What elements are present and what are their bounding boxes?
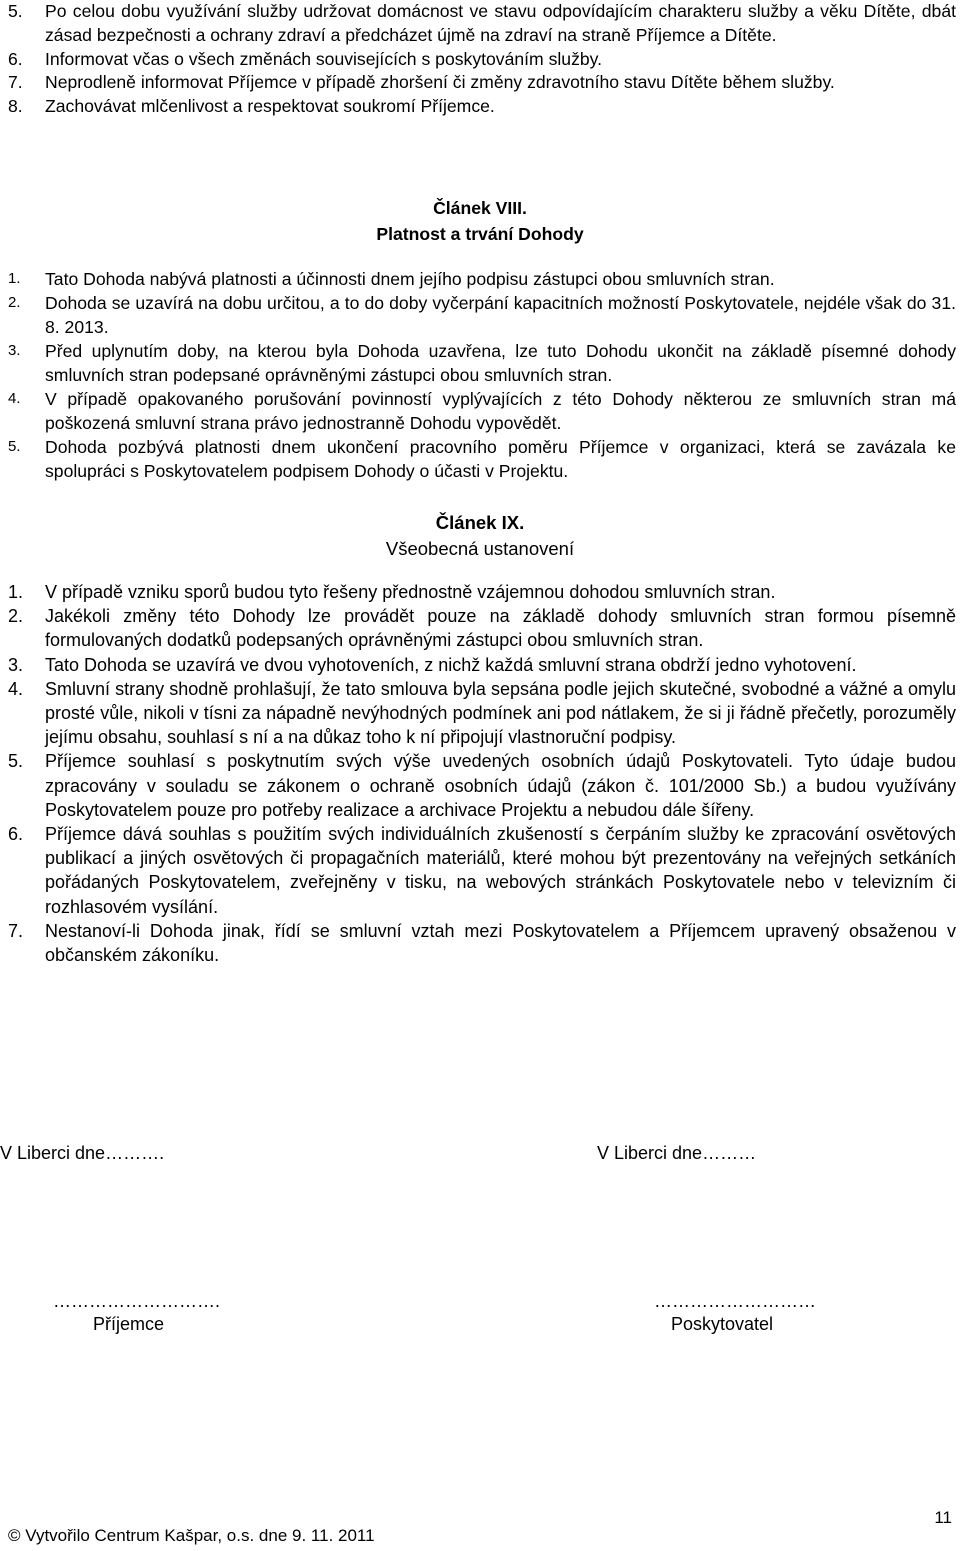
item-number: 1. xyxy=(8,582,24,602)
left-place-date: V Liberci dne………. xyxy=(0,1143,165,1163)
right-place-date: V Liberci dne……… xyxy=(597,1143,757,1163)
item-number: 4. xyxy=(8,678,24,699)
item-text: Příjemce dává souhlas s použitím svých individuálních zkušeností s čerpáním služby ke zpracování osvětových publikací a jiných osvětových či propagačních materiálů, které mohou být prezentovány na veřejných setkáních pořádaných Poskytovatelem, zveřejněny v tisku, na webových stránkách Poskytovatele nebo v televizním či rozhlasovém vysílání. xyxy=(45,824,956,917)
item-number: 3. xyxy=(8,342,21,359)
item-text: Informovat včas o všech změnách souvisejících s poskytováním služby. xyxy=(45,48,603,69)
item-text: Jakékoli změny této Dohody lze provádět pouze na základě dohody smluvních stran formou písemně formulovaných dodatků podepsaných oprávněnými zástupci obou smluvních stran. xyxy=(45,606,956,651)
list-item xyxy=(8,71,956,95)
left-signatory-role: Příjemce xyxy=(93,1314,165,1334)
list-item xyxy=(8,580,956,604)
list-item xyxy=(8,339,956,387)
item-text: Nestanoví-li Dohoda jinak, řídí se smluvní vztah mezi Poskytovatelem a Příjemcem upravený obsaženou v občanském zákoníku. xyxy=(45,920,956,966)
item-text: Dohoda se uzavírá na dobu určitou, a to do doby vyčerpání kapacitních možností Poskytovatele, nejdéle však do 31. 8. 2013. xyxy=(45,293,956,337)
article-8-subtitle: Platnost a trvání Dohody xyxy=(376,224,584,244)
article-9-list xyxy=(8,580,956,967)
article-9-heading xyxy=(0,510,960,561)
item-number: 5. xyxy=(8,438,21,455)
item-text: Zachovávat mlčenlivost a respektovat soukromí Příjemce. xyxy=(45,96,495,117)
item-number: 6. xyxy=(8,48,23,69)
item-number: 3. xyxy=(8,654,24,675)
footer-copyright: © Vytvořilo Centrum Kašpar, o.s. dne 9. 11. 2011 xyxy=(8,1526,375,1545)
list-item xyxy=(8,604,956,652)
item-number: 7. xyxy=(8,920,24,941)
list-item xyxy=(8,919,956,967)
list-item xyxy=(8,95,956,119)
list-item xyxy=(8,48,956,72)
item-text: Tato Dohoda se uzavírá ve dvou vyhotoveních, z nichž každá smluvní strana obdrží jedno vyhotovení. xyxy=(45,654,857,675)
page-number: 11 xyxy=(934,1508,952,1527)
article-9-title: Článek IX. xyxy=(435,512,525,533)
obligations-list xyxy=(8,0,956,119)
right-signature-line: ……………………… xyxy=(654,1291,816,1311)
item-text: Po celou dobu využívání služby udržovat domácnost ve stavu odpovídajícím charakteru služby a věku Dítěte, dbát zásad bezpečnosti a ochrany zdraví a předcházet újmě na zdraví na straně Příjemce a Dítěte. xyxy=(45,1,956,45)
item-text: Smluvní strany shodně prohlašují, že tato smlouva byla sepsána podle jejich skutečné, svobodné a vážné a omylu prosté vůle, nikoli v tísni za nápadně nevýhodných podmínek ani pod nátlakem, že si ji řádně přečetly, porozuměly jejímu obsahu, souhlasí s ní a na důkaz toho k ní připojují vlastnoruční podpisy. xyxy=(45,678,956,748)
item-number: 6. xyxy=(8,824,24,845)
item-text: Dohoda pozbývá platnosti dnem ukončení pracovního poměru Příjemce v organizaci, která se zavázala ke spolupráci s Poskytovatelem podpisem Dohody o účasti v Projektu. xyxy=(45,437,956,481)
list-item xyxy=(8,749,956,822)
item-text: Tato Dohoda nabývá platnosti a účinnosti dnem jejího podpisu zástupci obou smluvních stran. xyxy=(45,269,775,289)
right-signatory-role: Poskytovatel xyxy=(671,1314,774,1334)
item-text: Příjemce souhlasí s poskytnutím svých výše uvedených osobních údajů Poskytovateli. Tyto údaje budou zpracovány v souladu se zákonem o ochraně osobních údajů (zákon č. 101/2000 Sb.) a budou využívány Poskytovatelem pouze pro potřeby realizace a archivace Projektu a nebudou dále šířeny. xyxy=(45,751,956,820)
list-item xyxy=(8,0,956,48)
article-8-title: Článek VIII. xyxy=(433,198,527,218)
list-item xyxy=(8,267,956,291)
item-number: 4. xyxy=(8,390,21,407)
item-number: 5. xyxy=(8,1,23,21)
article-8-heading xyxy=(0,195,960,247)
item-number: 5. xyxy=(8,751,24,772)
list-item xyxy=(8,387,956,435)
list-item xyxy=(8,435,956,483)
list-item xyxy=(8,653,956,677)
article-9-subtitle: Všeobecná ustanovení xyxy=(385,537,575,559)
item-text: V případě vzniku sporů budou tyto řešeny přednostně vzájemnou dohodou smluvních stran. xyxy=(45,582,776,602)
list-item xyxy=(8,822,956,919)
list-item xyxy=(8,677,956,750)
item-text: V případě opakovaného porušování povinností vyplývajících z této Dohody některou ze smluvních stran má poškozená smluvní strana právo jednostranně Dohodu vypovědět. xyxy=(45,389,956,433)
item-text: Před uplynutím doby, na kterou byla Dohoda uzavřena, lze tuto Dohodu ukončit na základě písemné dohody smluvních stran podepsané oprávněnými zástupci obou smluvních stran. xyxy=(45,341,956,385)
item-number: 7. xyxy=(8,72,23,93)
item-number: 8. xyxy=(8,96,23,117)
item-text: Neprodleně informovat Příjemce v případě zhoršení či změny zdravotního stavu Dítěte během služby. xyxy=(45,72,835,93)
list-item xyxy=(8,291,956,339)
article-8-list xyxy=(8,267,956,483)
item-number: 1. xyxy=(8,270,21,287)
item-number: 2. xyxy=(8,606,24,627)
left-signature-line: ………………………. xyxy=(53,1291,221,1311)
item-number: 2. xyxy=(8,294,21,311)
